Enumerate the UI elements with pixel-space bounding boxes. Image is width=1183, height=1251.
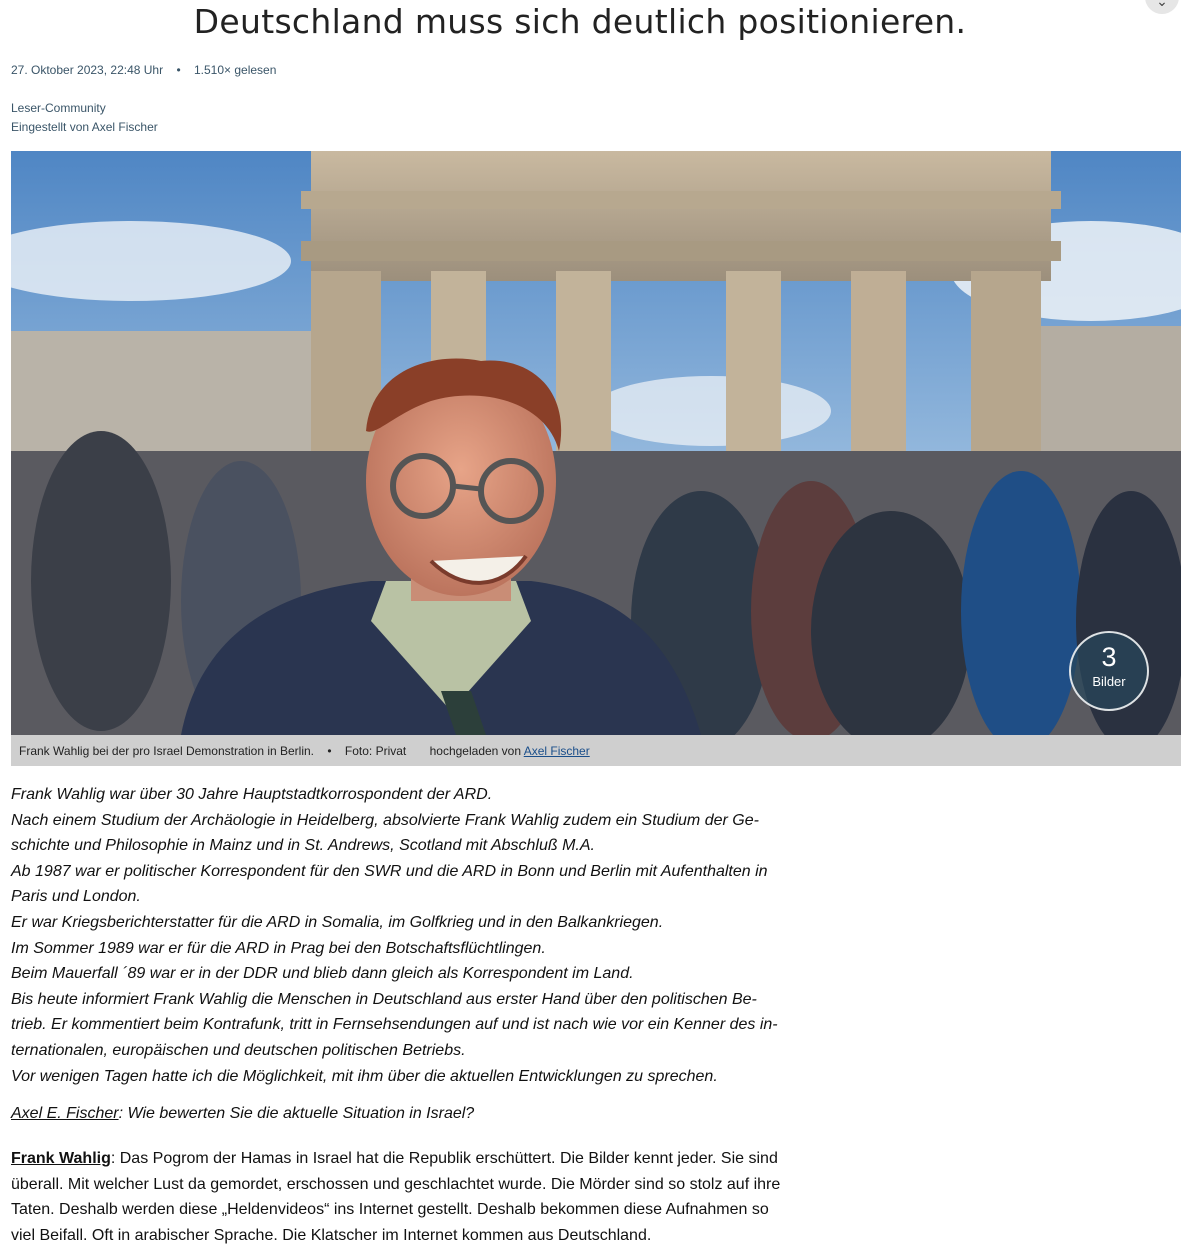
intro-line: Frank Wahlig war über 30 Jahre Hauptstadtkorrospondent der ARD. bbox=[11, 786, 493, 803]
intro-line: Nach einem Studium der Archäologie in Heidelberg, absolvierte Frank Wahlig zudem ein Studium der Ge- bbox=[11, 811, 759, 829]
interviewer-link[interactable]: Axel E. Fischer bbox=[11, 1105, 119, 1122]
intro-line: Er war Kriegsberichterstatter für die ARD in Somalia, im Golfkrieg und in den Balkankriegen. bbox=[11, 913, 664, 931]
gallery-count-badge[interactable] bbox=[1069, 631, 1149, 711]
article-meta bbox=[11, 63, 276, 77]
intro-line: schichte und Philosophie in Mainz und in St. Andrews, Scotland mit Abschluß M.A. bbox=[11, 837, 595, 855]
author-info bbox=[11, 99, 158, 137]
intro-line: Ab 1987 war er politischer Korrespondent für den SWR und die ARD in Bonn und Berlin mit Aufenthalten in bbox=[11, 862, 768, 880]
meta-separator: • bbox=[176, 63, 181, 77]
publish-date: 27. Oktober 2023, 22:48 Uhr bbox=[11, 63, 164, 77]
intro-line: Paris und London. bbox=[11, 888, 141, 906]
interview-answer bbox=[11, 1146, 791, 1248]
photo-credit: Foto: Privat bbox=[344, 744, 407, 758]
uploaded-prefix: hochgeladen von bbox=[429, 744, 522, 758]
intro-line: trieb. Er kommentiert beim Kontrafunk, tritt in Fernsehsendungen auf und ist nach wie vor ein Kenner des in- bbox=[11, 1016, 778, 1034]
question-text: : Wie bewerten Sie die aktuelle Situation in Israel? bbox=[118, 1105, 475, 1122]
gallery-count: 3 bbox=[1101, 642, 1117, 672]
intro-line: Beim Mauerfall ´89 war er in der DDR und blieb dann gleich als Korrespondent im Land. bbox=[11, 965, 634, 983]
answer-line: überall. Mit welcher Lust da gemordet, erschossen und geschlachtet wurde. Die Mörder sind so stolz auf ihre bbox=[11, 1175, 781, 1193]
answer-line: Taten. Deshalb werden diese „Heldenvideos“ ins Internet gestellt. Deshalb bekommen diese Aufnahmen so bbox=[11, 1201, 769, 1219]
caption-separator: • bbox=[327, 744, 332, 758]
uploader-link[interactable]: Axel Fischer bbox=[523, 744, 590, 758]
intro-line: ternationalen, europäischen und deutschen politischen Betriebs. bbox=[11, 1041, 466, 1059]
article-intro bbox=[11, 782, 791, 1089]
article-title: Deutschland muss sich deutlich positionieren. bbox=[193, 2, 967, 41]
gallery-label: Bilder bbox=[1092, 674, 1126, 689]
posted-by[interactable]: Eingestellt von Axel Fischer bbox=[11, 120, 158, 134]
interview-question bbox=[11, 1105, 474, 1123]
image-caption bbox=[19, 744, 590, 758]
speaker-link[interactable]: Frank Wahlig bbox=[11, 1150, 111, 1167]
category-link[interactable]: Leser-Community bbox=[11, 101, 106, 115]
read-count: 1.510× gelesen bbox=[194, 63, 277, 77]
intro-line: Im Sommer 1989 war er für die ARD in Prag bei den Botschaftsflüchtlingen. bbox=[11, 939, 546, 957]
answer-line: viel Beifall. Oft in arabischer Sprache. Die Klatscher im Internet kommen aus Deutschland. bbox=[11, 1226, 652, 1244]
answer-line: : Das Pogrom der Hamas in Israel hat die Republik erschüttert. Die Bilder kennt jeder. Sie sind bbox=[110, 1150, 778, 1167]
intro-line: Vor wenigen Tagen hatte ich die Möglichkeit, mit ihm über die aktuellen Entwicklungen zu sprechen. bbox=[11, 1067, 718, 1085]
article-photo[interactable] bbox=[11, 151, 1181, 735]
caption-text: Frank Wahlig bei der pro Israel Demonstration in Berlin. bbox=[19, 744, 315, 758]
image-gallery[interactable] bbox=[11, 151, 1181, 766]
chevron-down-icon[interactable]: ⌄ bbox=[1145, 0, 1179, 14]
intro-line: Bis heute informiert Frank Wahlig die Menschen in Deutschland aus erster Hand über den politischen Be- bbox=[11, 990, 757, 1008]
